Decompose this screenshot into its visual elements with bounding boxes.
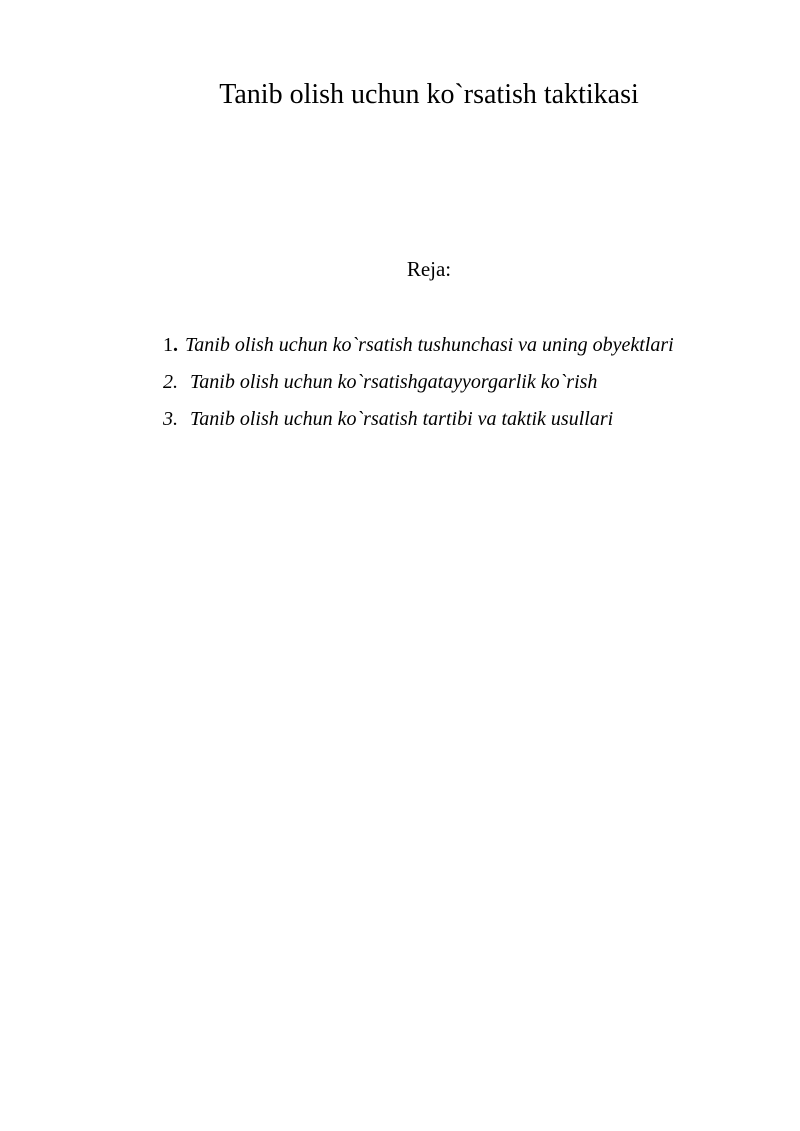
document-title: Tanib olish uchun ko`rsatish taktikasi (219, 79, 639, 110)
plan-item-text: Tanib olish uchun ko`rsatish tushunchasi va uning obyektlari (185, 334, 674, 356)
plan-item-number: 2. (163, 371, 178, 393)
plan-item-3 (163, 405, 783, 442)
plan-item-text: Tanib olish uchun ko`rsatish tartibi va taktik usullari (190, 408, 614, 430)
plan-item-2 (163, 368, 783, 405)
plan-item-number: 1. (163, 334, 178, 356)
plan-list (163, 331, 783, 442)
plan-item-number: 3. (163, 408, 178, 430)
plan-heading: Reja: (406, 257, 452, 281)
plan-item-text: Tanib olish uchun ko`rsatishgatayyorgarlik ko`rish (190, 371, 598, 393)
plan-item-1 (163, 331, 783, 368)
